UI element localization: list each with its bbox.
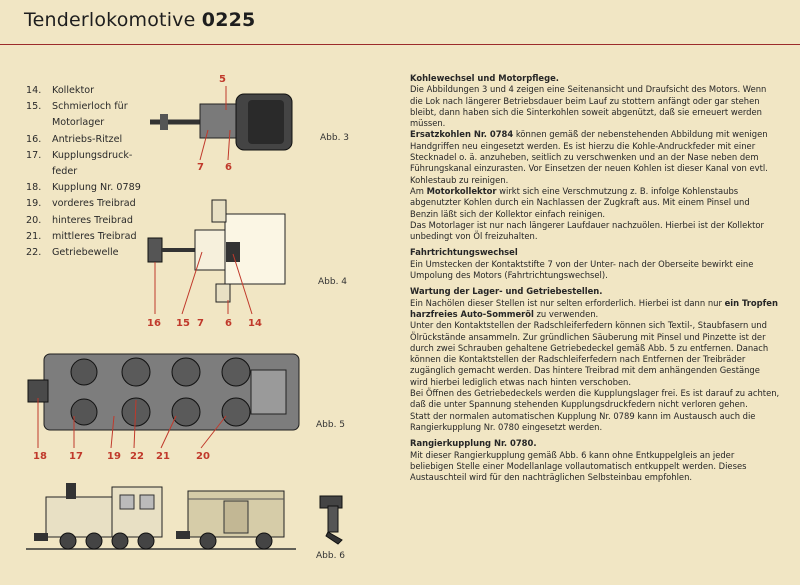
figure-3-motor-side-view — [140, 80, 310, 170]
figure-4-caption: Abb. 4 — [318, 277, 348, 287]
callout-6: 6 — [225, 162, 232, 173]
paragraph: Statt der normalen automatischen Kupplung Nr. 0789 kann im Austausch auch die Rangierkupplung Nr. 0780 eingesetzt werden. — [410, 410, 756, 432]
figure-5-caption: Abb. 5 — [316, 420, 346, 430]
section-heading: Wartung der Lager- und Getriebestellen. — [410, 286, 603, 297]
page-header — [0, 0, 800, 45]
legend-item: 16. Antriebs-Ritzel — [26, 133, 123, 145]
callout-7: 7 — [197, 318, 204, 329]
locomotive-with-wagon-illustration — [26, 477, 296, 555]
paragraph: Unter den Kontaktstellen der Radschleiferfedern können sich Textil-, Staubfasern und Ölrückstände ansammeln. Zur gründlichen Säuberung mit Pinsel und Pinzette ist der durch zwei Schrauben gehaltene Getriebedeckel gemäß Abb. 5 zu entfernen. Danach können die Kontaktstellen der Radschleiferfedern nach Entfernen der Treibräder zugänglich gemacht werden. Das hintere Treibrad mit dem anhängenden Gestänge wird hierbei lediglich etwas nach hinten verschoben. — [410, 320, 769, 387]
paragraph: Mit dieser Rangierkupplung gemäß Abb. 6 kann ohne Entkuppelgleis an jeder beliebigen Stelle einer Modellanlage vollautomatisch entkuppelt werden. Dieses Austauschteil wird für den nachträglichen Selbsteinbau empfohlen. — [410, 449, 747, 483]
section-heading: Kohlewechsel und Motorpflege. — [410, 73, 559, 83]
legend-item: 18. Kupplung Nr. 0789 — [26, 182, 141, 194]
figure-3-caption: Abb. 3 — [320, 133, 350, 143]
paragraph: Das Motorlager ist nur nach längerer Laufdauer nachzuölen. Hierbei ist der Kollektor unbedingt von Öl freizuhalten. — [410, 219, 764, 242]
figure-6-caption: Abb. 6 — [316, 551, 346, 561]
figure-4-motor-top-view — [140, 192, 310, 312]
legend-item: 19. vorderes Treibrad — [26, 198, 136, 210]
figure-6-shunting-coupling — [316, 492, 352, 544]
callout-15: 15 — [176, 318, 190, 329]
legend-item: 20. hinteres Treibrad — [26, 214, 133, 226]
callout-20: 20 — [196, 451, 210, 462]
callout-17: 17 — [69, 451, 83, 462]
title-text: Tenderlokomotive — [24, 9, 196, 31]
title-number: 0225 — [201, 9, 256, 31]
callout-5: 5 — [219, 74, 226, 85]
legend-item: 21. mittleres Treibrad — [26, 230, 137, 242]
section-heading: Rangierkupplung Nr. 0780. — [410, 438, 537, 449]
callout-19: 19 — [107, 451, 121, 462]
instruction-text — [410, 73, 780, 483]
legend-item: 14. Kollektor — [26, 85, 95, 96]
paragraph: Am Motorkollektor wirkt sich eine Verschmutzung z. B. infolge Kohlenstaubs abgenutzter Kohlen durch ein Nachlassen der Zugkraft aus. Mit einem Pinsel und Benzin läßt sich der Kollektor einfach reinigen. — [410, 185, 750, 219]
callout-21: 21 — [156, 451, 170, 462]
parts-legend — [26, 83, 146, 261]
callout-16: 16 — [147, 318, 161, 329]
callout-18: 18 — [33, 451, 47, 462]
paragraph: Bei Öffnen des Getriebedeckels werden die Kupplungslager frei. Es ist darauf zu achten, daß die unter Spannung stehenden Kupplungsdruckfedern nicht verloren gehen. — [410, 388, 780, 410]
legend-item: 17. Kupplungsdruck-feder — [26, 149, 133, 178]
figure-5-chassis-underside — [26, 340, 316, 450]
callout-7: 7 — [197, 162, 204, 173]
section-heading: Fahrtrichtungswechsel — [410, 247, 518, 258]
callout-14: 14 — [248, 318, 262, 329]
paragraph: Ersatzkohlen Nr. 0784 können gemäß der nebenstehenden Abbildung mit wenigen Handgriffen neu eingesetzt werden. Es ist hierzu die Kohle-Andruckfeder mit einer Stecknadel o. ä. anzuheben, seitlich zu verschwenken und an der Nase neben dem Führungskanal einzurasten. Vor Einsetzen der neuen Kohlen ist dieser Kanal von evtl. Kohlestaub zu reinigen. — [410, 129, 768, 185]
page-title — [24, 9, 255, 31]
paragraph: Ein Nachölen dieser Stellen ist nur selten erforderlich. Hierbei ist dann nur ein Tropfen harzfreies Auto-Sommeröl zu verwenden. — [410, 297, 778, 319]
legend-item: 22. Getriebewelle — [26, 247, 119, 259]
callout-6: 6 — [225, 318, 232, 329]
callout-22: 22 — [130, 451, 144, 462]
paragraph: Ein Umstecken der Kontaktstifte 7 von der Unter- nach der Oberseite bewirkt eine Umpolung des Motors (Fahrtrichtungswechsel). — [410, 258, 754, 281]
legend-item: 15. Schmierloch für Motorlager — [26, 101, 128, 129]
paragraph: Die Abbildungen 3 und 4 zeigen eine Seitenansicht und Draufsicht des Motors. Wenn die Lok nach längerer Betriebsdauer beim Lauf zu stottern anfängt oder gar stehen bleibt, dann haben sich die Sinterkohlen soweit abgenützt, daß sie erneuert werden müssen. — [410, 84, 767, 129]
